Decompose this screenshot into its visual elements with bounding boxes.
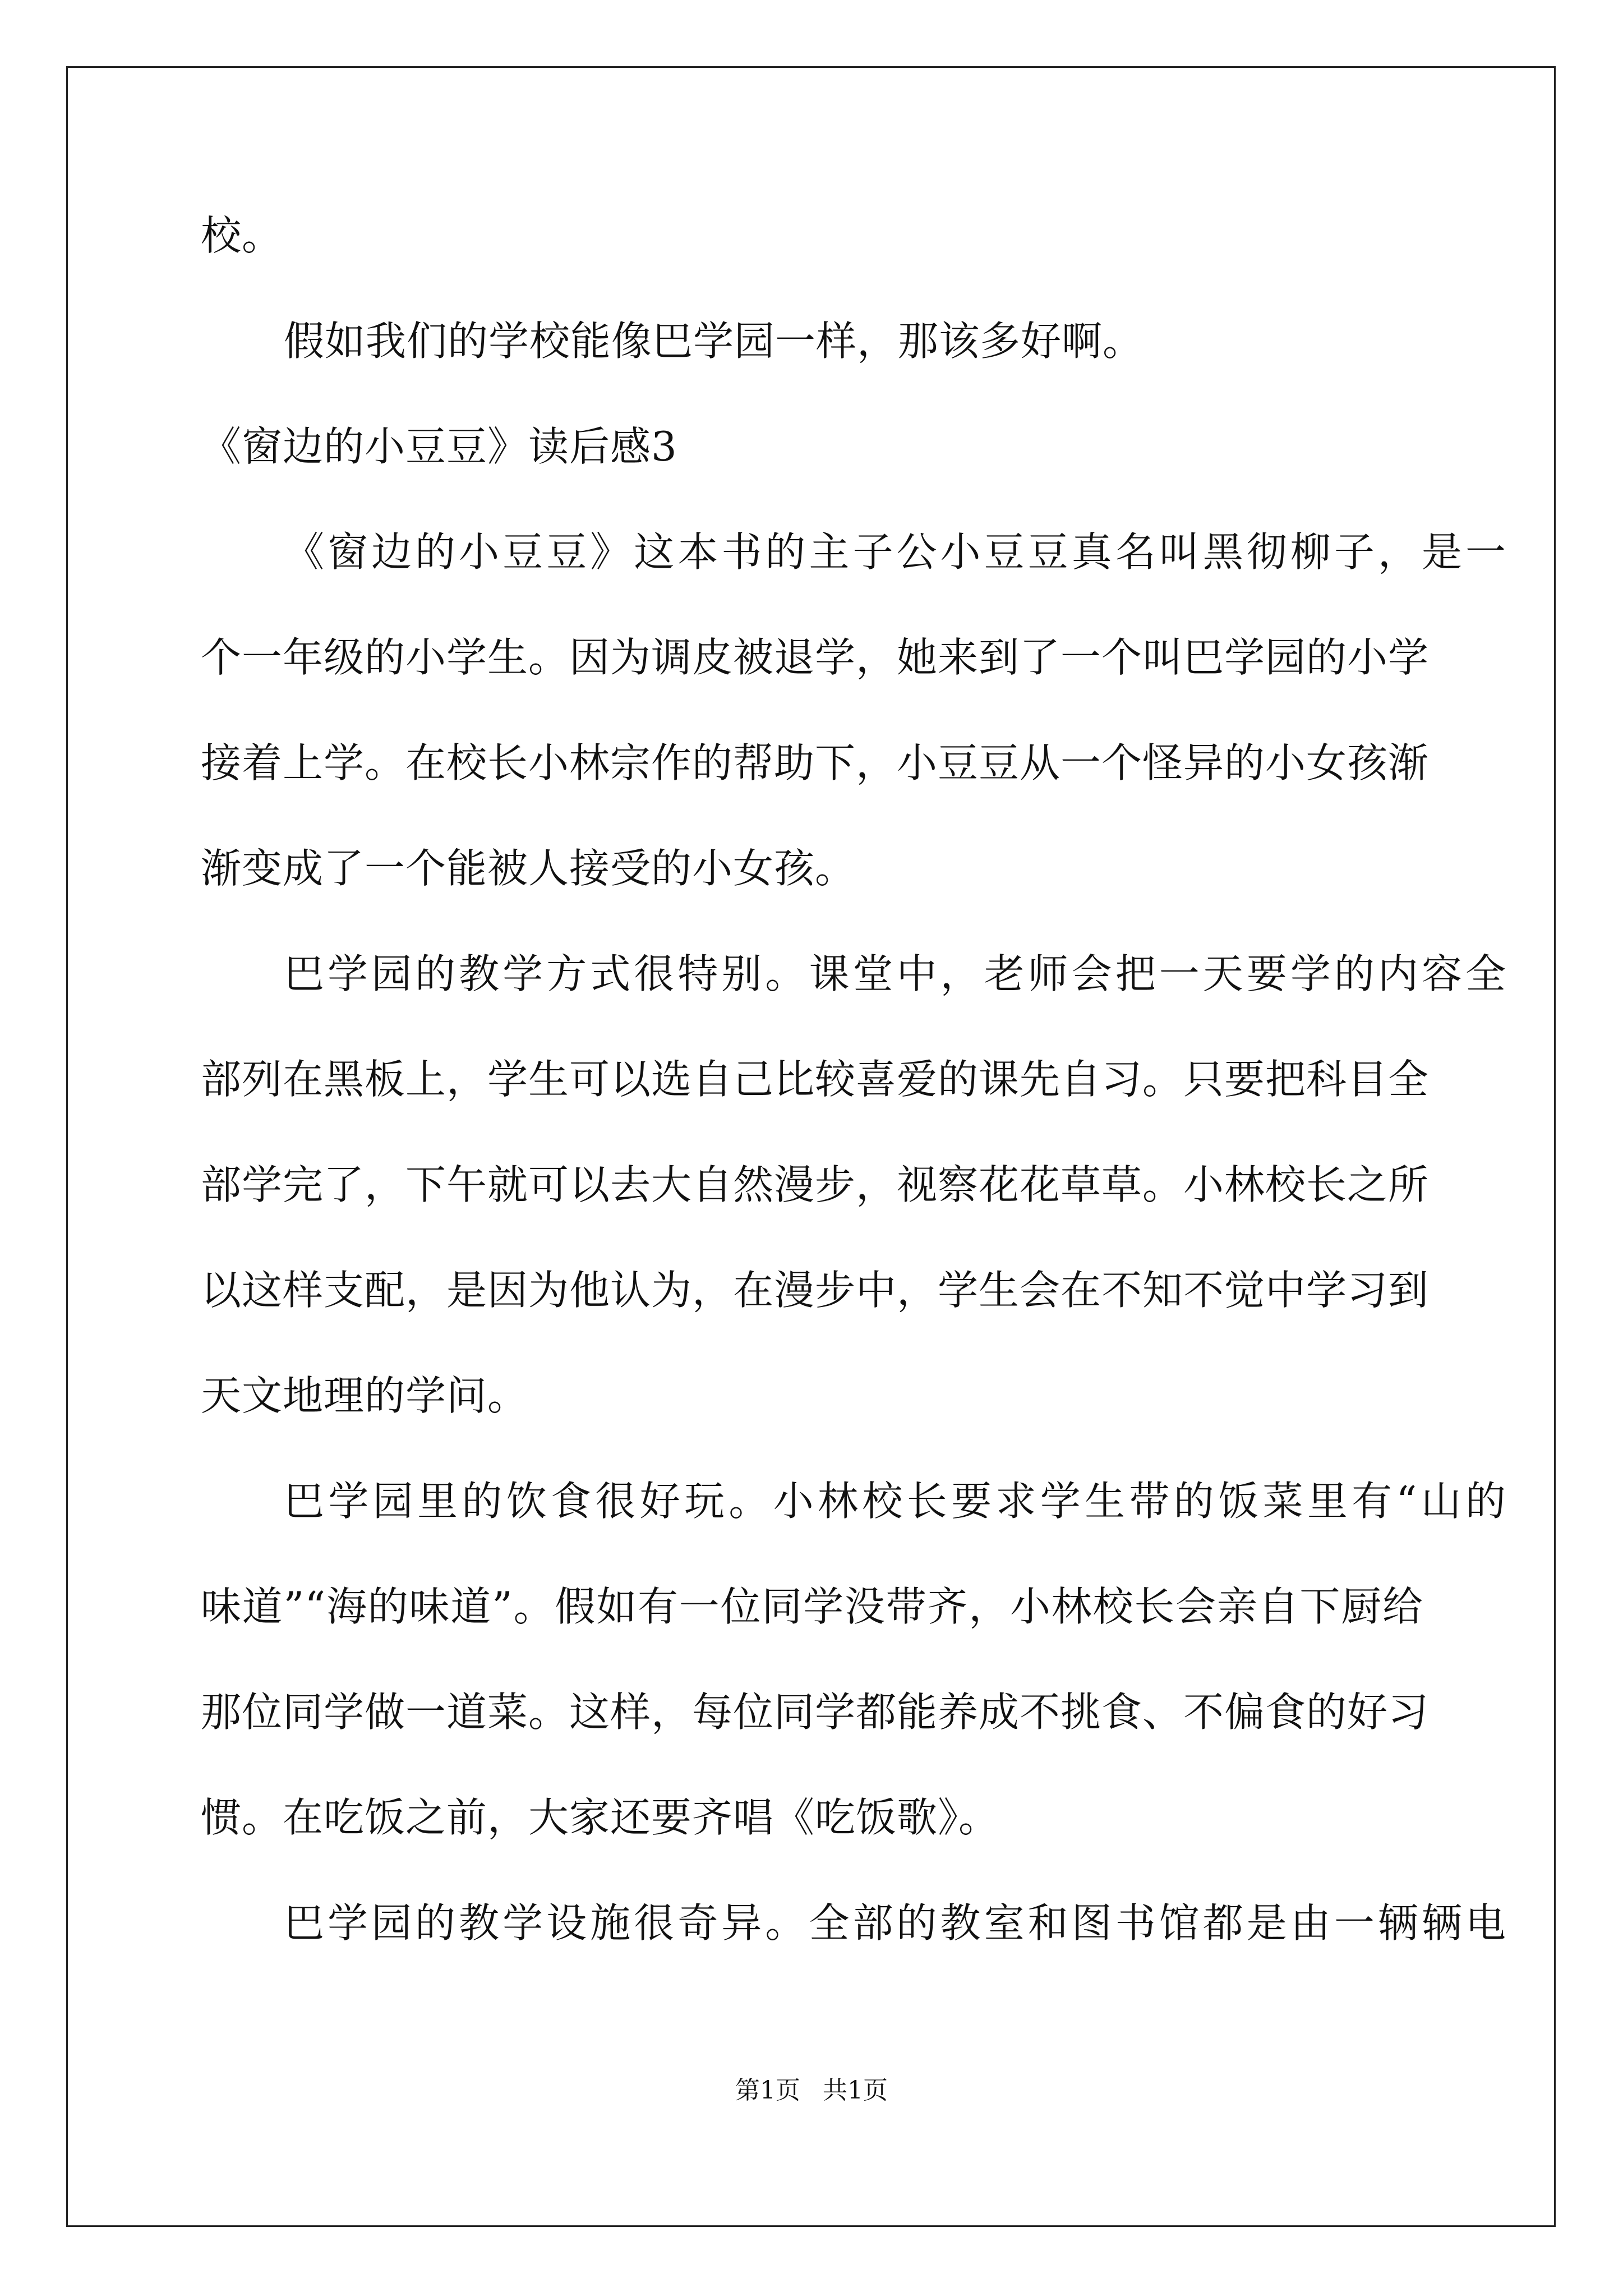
page-footer bbox=[0, 2076, 1623, 2106]
paragraph-line: 《窗边的小豆豆》这本书的主子公小豆豆真名叫黑彻柳子，是一 bbox=[284, 528, 1506, 576]
paragraph-line: 部列在黑板上，学生可以选自己比较喜爱的课先自习。只要把科目全 bbox=[201, 1056, 1430, 1103]
paragraph-line: 校。 bbox=[201, 212, 283, 259]
paragraph-line: 部学完了，下午就可以去大自然漫步，视察花花草草。小林校长之所 bbox=[201, 1161, 1430, 1208]
paragraph-line: 渐变成了一个能被人接受的小女孩。 bbox=[201, 845, 856, 892]
paragraph-line: 那位同学做一道菜。这样，每位同学都能养成不挑食、不偏食的好习 bbox=[201, 1688, 1430, 1736]
paragraph-line: 巴学园的教学设施很奇异。全部的教室和图书馆都是由一辆辆电 bbox=[284, 1899, 1506, 1947]
paragraph-line: 味道”“海的味道”。假如有一位同学没带齐，小林校长会亲自下厨给 bbox=[201, 1583, 1423, 1630]
paragraph-line: 天文地理的学问。 bbox=[201, 1372, 529, 1419]
page-number: 第1页 bbox=[735, 2076, 800, 2105]
paragraph-line: 以这样支配，是因为他认为，在漫步中，学生会在不知不觉中学习到 bbox=[201, 1267, 1430, 1314]
paragraph-line: 巴学园的教学方式很特别。课堂中，老师会把一天要学的内容全 bbox=[284, 950, 1506, 997]
paragraph-line: 个一年级的小学生。因为调皮被退学，她来到了一个叫巴学园的小学 bbox=[201, 634, 1430, 681]
paragraph-line: 假如我们的学校能像巴学园一样，那该多好啊。 bbox=[284, 318, 1144, 365]
document-body bbox=[201, 210, 1506, 1948]
section-heading: 《窗边的小豆豆》读后感3 bbox=[201, 423, 677, 470]
paragraph-line: 接着上学。在校长小林宗作的帮助下，小豆豆从一个怪异的小女孩渐 bbox=[201, 739, 1430, 786]
paragraph-line: 惯。在吃饭之前，大家还要齐唱《吃饭歌》。 bbox=[201, 1794, 1000, 1841]
page-total: 共1页 bbox=[823, 2076, 888, 2105]
paragraph-line: 巴学园里的饮食很好玩。小林校长要求学生带的饭菜里有“山的 bbox=[284, 1478, 1506, 1525]
